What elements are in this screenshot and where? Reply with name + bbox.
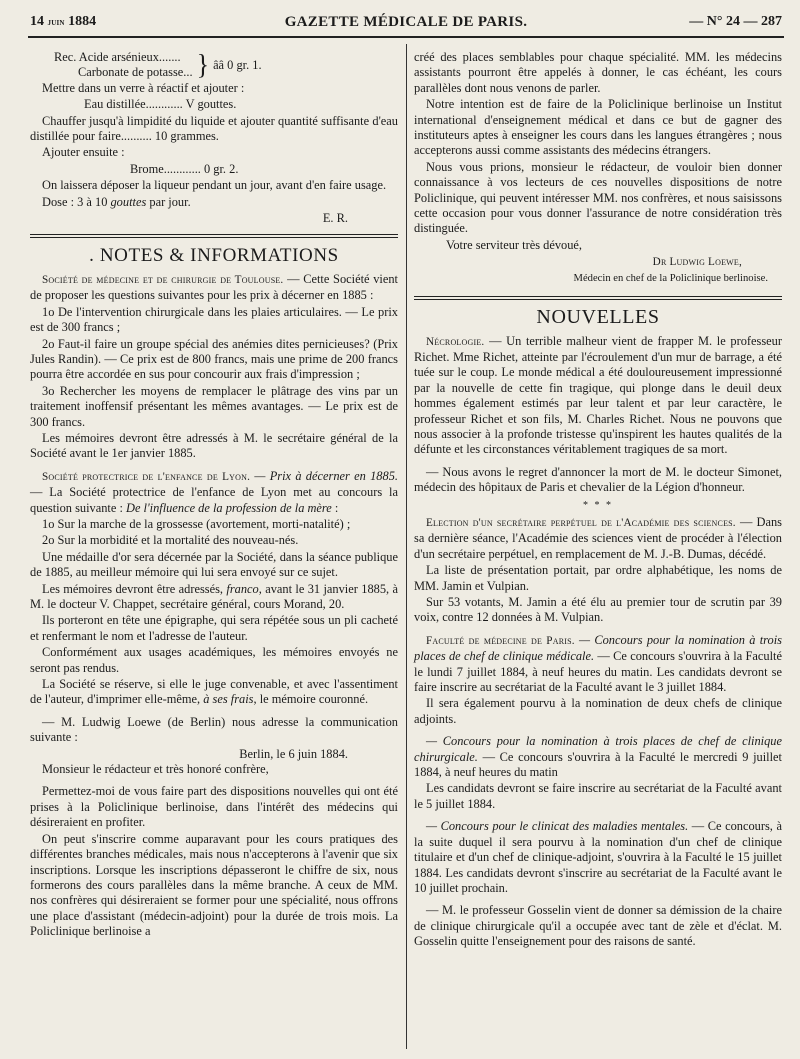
paragraph: Faculté de médecine de Paris. — Concours pour la nomination à trois places de chef de clinique médicale. — Ce concours s'ouvrira à la Faculté le lundi 7 juillet 1884, à neuf heures du matin. Les candidats devront se faire inscrire au secrétariat de la Faculté avant le 3 juillet 1884. — [414, 632, 782, 695]
paragraph: Notre intention est de faire de la Policlinique berlinoise un Institut international d'enseignement médical et dans ce but de gagner des instituteurs aptes à enseigner les cours dans les langues étrangères ; nous accepterons aussi comme assistants des médecins étrangers. — [414, 97, 782, 158]
section-rule — [414, 296, 782, 300]
paragraph: Dose : 3 à 10 gouttes par jour. — [42, 194, 191, 209]
paragraph: Ajouter ensuite : — [42, 145, 125, 160]
paragraph: 3o Rechercher les moyens de remplacer le plâtrage des vins par un traitement inoffensif présentant les mêmes avantages. — Le prix est de 300 francs. — [30, 383, 398, 429]
paragraph: 2o Sur la morbidité et la mortalité des nouveau-nés. — [42, 533, 299, 548]
brace-icon: } — [196, 48, 210, 81]
paragraph: Brome............ 0 gr. 2. — [130, 161, 239, 176]
paragraph: Election d'un secrétaire perpétuel de l'Académie des sciences. — Dans sa dernière séance, l'Académie des sciences vient de procéder à l'élection d'un secrétaire perpétuel, en remplacement de M. J.-B. Dumas, décédé. — [414, 514, 782, 561]
paragraph: On peut s'inscrire comme auparavant pour les cours pratiques des différentes branches médicales, mais nous n'accepterons à l'avenir que six inscriptions. Lorsque les inscriptions dépasseront le chiffre de six, nous formerons des cours parallèles dans la même branche. A ceux de MM. nos confrères qui désireraient se former pour une spécialité, nous offrons une place d'assistant (médecin-adjoint) pour la durée de trois mois. La Policlinique berlinoise a — [30, 831, 398, 939]
paragraph: Votre serviteur très dévoué, — [446, 237, 583, 252]
paragraph: Les mémoires devront être adressés, franco, avant le 31 janvier 1885, à M. le docteur V. Chappet, secrétaire général, cours Morand, 20. — [30, 581, 398, 611]
paragraph: 1o De l'intervention chirurgicale dans les plaies articulaires. — Le prix est de 300 francs ; — [30, 304, 398, 335]
paragraph: Société protectrice de l'enfance de Lyon. — Prix à décerner en 1885. — La Société protectrice de l'enfance de Lyon met au concours la question suivante : De l'influence de la profession de la mère : — [30, 468, 398, 515]
paragraph: Eau distillée............ V gouttes. — [84, 97, 237, 112]
paragraph: — Concours pour la nomination à trois places de chef de clinique chirurgicale. — Ce concours s'ouvrira à la Faculté le mercredi 9 juillet 1884, à neuf heures du matin — [414, 734, 782, 780]
page-header — [30, 12, 782, 34]
paragraph: Ils porteront en tête une épigraphe, qui sera répétée sous un pli cacheté et renfermant le nom et l'adresse de l'auteur. — [30, 613, 398, 643]
paragraph: Mettre dans un verre à réactif et ajouter : — [42, 80, 245, 95]
formula-line-2: Carbonate de potasse... — [78, 65, 193, 80]
column-divider — [406, 44, 407, 1049]
paragraph: La liste de présentation portait, par ordre alphabétique, les noms de MM. Jamin et Vulpian. — [414, 563, 782, 593]
notes-section-title: . NOTES & INFORMATIONS — [89, 245, 339, 267]
paragraph: Nous vous prions, monsieur le rédacteur, de vouloir bien donner connaissance à vos lecteurs de ces nouvelles dispositions de notre Policlinique, qui peuvent intéresser MM. nos confrères, et nous saisissons cette occasion pour vous donner l'assurance de notre considération très distinguée. — [414, 159, 782, 236]
paragraph: On laissera déposer la liqueur pendant un jour, avant d'en faire usage. — [42, 178, 387, 193]
paragraph: 2o Faut-il faire un groupe spécial des anémies dites pernicieuses? (Prix Jules Randin). — Ce prix est de 800 francs, mais une prime de 200 francs pourra être accordée en sus pour concourir aux frais d'impression ; — [30, 336, 398, 382]
paragraph: Société de médecine et de chirurgie de Toulouse. — Cette Société vient de proposer les questions suivantes pour les prix à décerner en 1885 : — [30, 271, 398, 303]
signature-initials: E. R. — [322, 211, 348, 226]
letter-signature: Dr Ludwig Loewe, — [652, 256, 742, 269]
paragraph: — M. Ludwig Loewe (de Berlin) nous adresse la communication suivante : — [30, 714, 398, 745]
letter-salutation: Monsieur le rédacteur et très honoré confrère, — [42, 762, 269, 777]
header-issue: — N° 24 — 287 — [689, 14, 782, 29]
paragraph: — Concours pour le clinicat des maladies mentales. — Ce concours, à la suite duquel il sera pourvu à la nomination d'un chef de clinique titulaire et d'un chef de clinique-adjoint, s'ouvrira à la Faculté le 15 juillet 1884. Les candidats devront s'inscrire au secrétariat de la Faculté avant le 10 juillet prochain. — [414, 819, 782, 895]
right-column — [414, 50, 782, 951]
paragraph: Sur 53 votants, M. Jamin a été élu au premier tour de scrutin par 39 voix, contre 12 données à M. Vulpian. — [414, 595, 782, 625]
paragraph: La Société se réserve, si elle le juge convenable, et avec l'assentiment de l'auteur, d'imprimer elle-même, à ses frais, le mémoire couronné. — [30, 677, 398, 707]
formula-dose: ââ 0 gr. 1. — [213, 57, 262, 72]
nouvelles-section-title: NOUVELLES — [536, 306, 660, 329]
letter-date: Berlin, le 6 juin 1884. — [239, 746, 348, 761]
prescription-formula — [30, 50, 398, 81]
header-title: GAZETTE MÉDICALE DE PARIS. — [284, 14, 528, 30]
signature-title: Médecin en chef de la Policlinique berlinoise. — [573, 272, 768, 284]
header-date: 14 juin 1884 — [30, 14, 97, 29]
paragraph: — M. le professeur Gosselin vient de donner sa démission de la chaire de clinique chirurgicale qu'il a occupée avec tant de zèle et d'éclat. M. Gosselin quitte l'enseignement pour des raisons de santé. — [414, 903, 782, 949]
left-column — [30, 50, 398, 941]
paragraph: Une médaille d'or sera décernée par la Société, dans la séance publique de 1885, au meilleur mémoire qui lui sera envoyé sur ce sujet. — [30, 549, 398, 580]
section-stars: * * * — [583, 499, 613, 511]
paragraph: créé des places semblables pour chaque spécialité. MM. les médecins assistants pourront être appelés à donner, le cas échéant, les cours parallèles dont nous venons de parler. — [414, 50, 782, 95]
paragraph: Permettez-moi de vous faire part des dispositions nouvelles qui ont été prises à la Policlinique berlinoise, dans l'intérêt des médecins qui désireraient en profiter. — [30, 784, 398, 830]
formula-line-1: Rec. Acide arsénieux....... — [54, 50, 181, 64]
paragraph: 1o Sur la marche de la grossesse (avortement, morti-natalité) ; — [42, 516, 351, 531]
paragraph: Chauffer jusqu'à limpidité du liquide et ajouter quantité suffisante d'eau distillée pour faire.......... 10 grammes. — [30, 113, 398, 144]
paragraph: Il sera également pourvu à la nomination de deux chefs de clinique adjoints. — [414, 696, 782, 726]
paragraph: Nécrologie. — Un terrible malheur vient de frapper M. le professeur Richet. Mme Richet, atteinte par l'écroulement d'un mur de barrage, a été tuée sur le coup. Le monde médical a été douloureusement impressionné par la nouvelle de cette fin tragique, qui plonge dans le deuil deux hommes également estimés par leur talent et par leur caractère, le professeur Richet et son fils, M. Charles Richet. Nous ne pouvons que nous associer à la profonde tristesse qu'inspirent les hautes qualités de la défunte et les circonstances véritablement tragiques de sa mort. — [414, 333, 782, 457]
paragraph: Les mémoires devront être adressés à M. le secrétaire général de la Société avant le 1er janvier 1885. — [30, 430, 398, 461]
paragraph: Les candidats devront se faire inscrire au secrétariat de la Faculté avant le 5 juillet 1884. — [414, 781, 782, 811]
paragraph: Conformément aux usages académiques, les mémoires envoyés ne seront pas rendus. — [30, 645, 398, 675]
section-rule — [30, 234, 398, 238]
paragraph: — Nous avons le regret d'annoncer la mort de M. le docteur Simonet, médecin des hôpitaux de Paris et chevalier de la Légion d'honneur. — [414, 464, 782, 495]
header-rule — [28, 36, 784, 38]
